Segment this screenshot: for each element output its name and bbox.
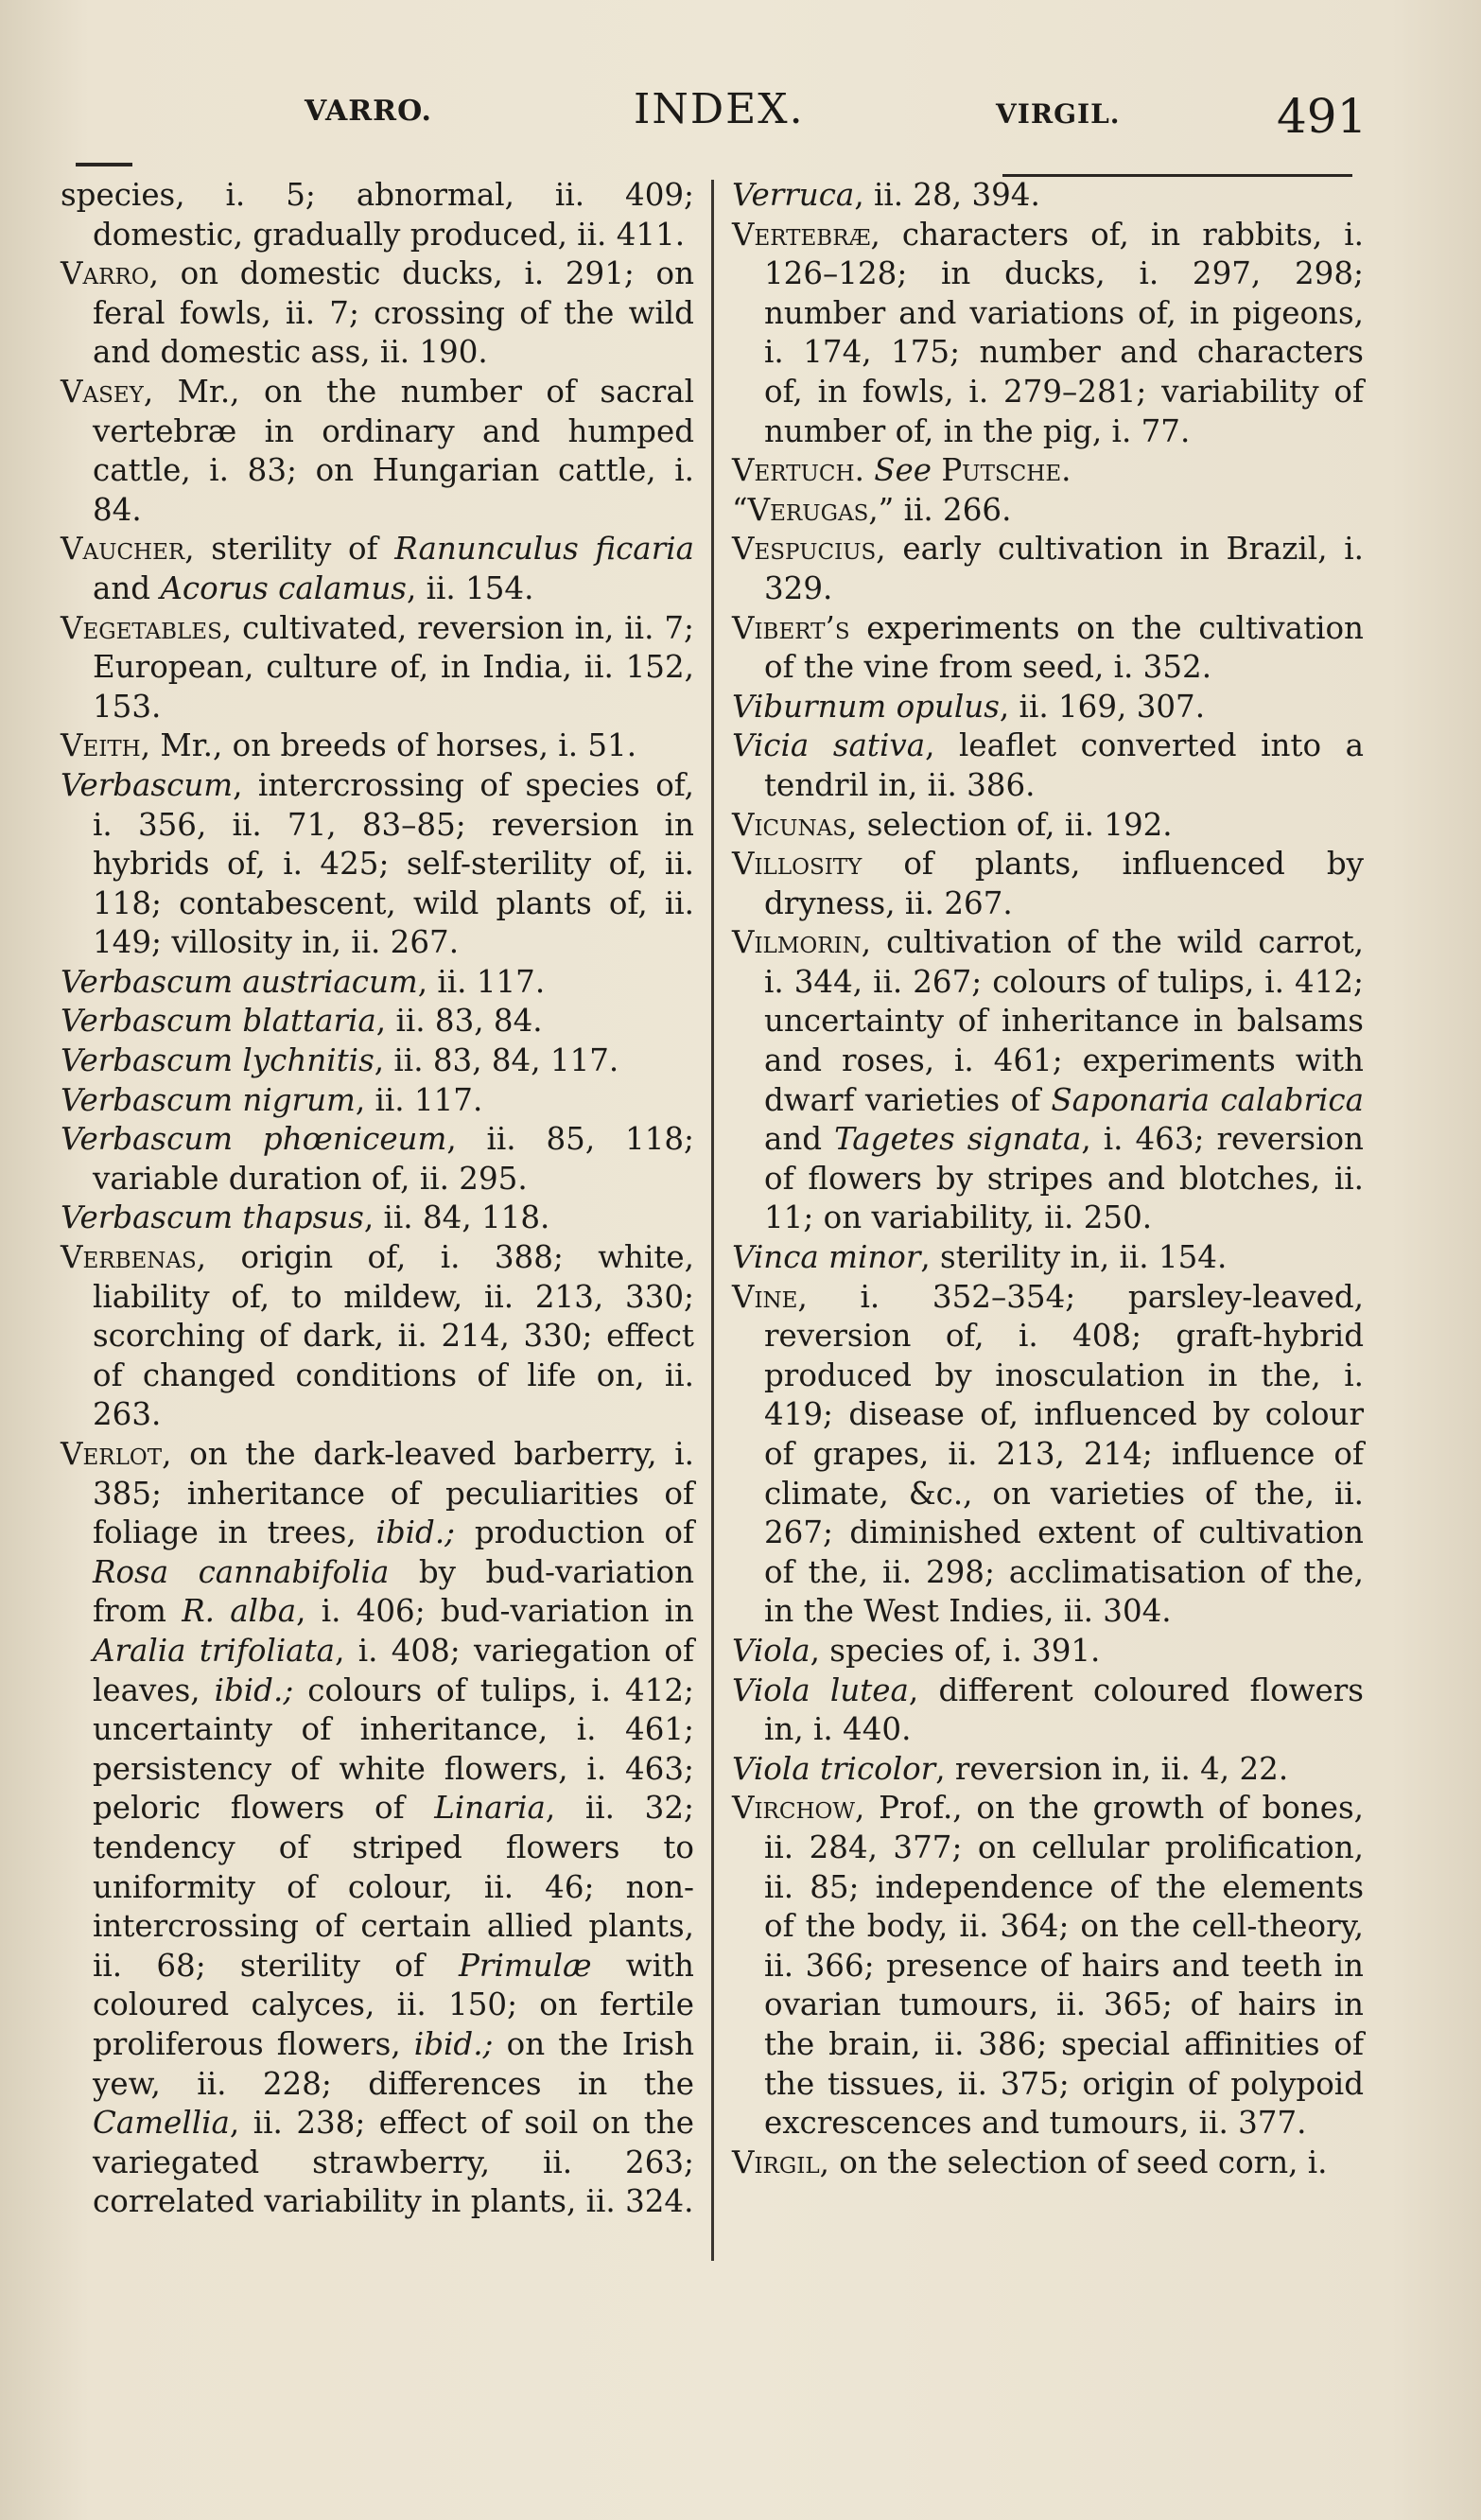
index-entry [732, 923, 1364, 1238]
index-entry [732, 1671, 1364, 1750]
index-entry [732, 688, 1364, 727]
entry-text: Verbascum [61, 766, 234, 803]
index-entry [732, 451, 1364, 491]
entry-text: experiments on the cultivation of the vine from seed, i. 352. [764, 609, 1364, 686]
entry-text: , on the selection of seed corn, i. [819, 2144, 1328, 2180]
entry-headword: Varro [61, 255, 149, 292]
entry-headword: Vibert’s [732, 609, 850, 646]
index-entry [61, 1041, 694, 1081]
entry-headword: Vaucher [61, 531, 185, 568]
entry-text: by bud-variation from [93, 1553, 694, 1630]
entry-headword: Vertuch [732, 452, 855, 489]
entry-text: Aralia trifoliata [93, 1632, 336, 1669]
entry-text: Verruca [732, 177, 855, 213]
entry-text: , selection of, ii. 192. [847, 806, 1173, 843]
entry-text: , early cultivation in Brazil, i. 329. [764, 531, 1364, 606]
index-entry [61, 176, 694, 254]
entry-text: colours of tulips, i. 412; uncertainty of inheritance, i. 461; persistency of white flowers, i. 463; peloric flowers of [93, 1671, 694, 1827]
entry-text: , intercrossing of species of, i. 356, ii. 71, 83–85; reversion in hybrids of, i. 425; self-sterility of, ii. 118; contabescent, wild plants of, ii. 149; villosity in, ii. 267. [93, 766, 694, 961]
entry-text: , different coloured flowers in, i. 440. [764, 1671, 1364, 1748]
entry-text: , ii. 238; effect of soil on the variegated strawberry, ii. 263; correlated variability in plants, ii. 324. [93, 2105, 694, 2220]
index-entry [61, 373, 694, 530]
column-divider [711, 180, 714, 2261]
entry-text: on the Irish yew, ii. 228; differences in the [93, 2025, 694, 2102]
index-column-left [61, 176, 694, 2222]
entry-text: , Mr., on the number of sacral vertebræ in ordinary and humped cattle, i. 83; on Hungarian cattle, i. 84. [93, 373, 694, 528]
entry-text: Verbascum lychnitis [61, 1042, 375, 1079]
entry-text: ibid.; [413, 2025, 494, 2062]
header-last-entry: VIRGIL. [996, 98, 1121, 130]
index-entry [61, 1081, 694, 1121]
page-number: 491 [1277, 89, 1368, 144]
entry-text: , cultivated, reversion in, ii. 7; European, culture of, in India, ii. 152, 153. [93, 609, 694, 725]
entry-text: of plants, influenced by dryness, ii. 267. [764, 846, 1364, 921]
entry-text: Verbascum nigrum [61, 1081, 356, 1118]
index-entry [732, 176, 1364, 216]
entry-text: production of [455, 1514, 694, 1551]
entry-text: with coloured calyces, ii. 150; on fertile proliferous flowers, [93, 1947, 694, 2062]
entry-text: See [874, 452, 932, 489]
entry-text: , species of, i. 391. [810, 1632, 1101, 1669]
index-entry [61, 726, 694, 766]
entry-headword: Vicunas [732, 806, 848, 843]
entry-headword: Vasey [61, 373, 144, 410]
entry-text: , i. 352–354; parsley-leaved, reversion of, i. 408; graft-hybrid produced by inosculation in the, i. 419; disease of, influenced by colour of grapes, ii. 213, 214; influence of climate, &c., on varieties of the, ii. 267; diminished extent of cultivation of the, ii. 298; acclimatisation of the, in the West Indies, ii. 304. [764, 1278, 1364, 1630]
entry-text [932, 452, 941, 488]
entry-text: Viola lutea [732, 1671, 909, 1708]
entry-text: Verbascum thapsus [61, 1199, 364, 1236]
index-entry [732, 1789, 1364, 2143]
entry-text: Verbascum phœniceum [61, 1121, 447, 1158]
index-entry [732, 2144, 1364, 2183]
entry-text: “ [732, 491, 748, 528]
index-column-right [732, 176, 1364, 2182]
entry-headword: Vilmorin [732, 924, 862, 961]
index-entry [732, 1278, 1364, 1632]
index-entry [61, 254, 694, 373]
entry-text: , ii. 85, 118; variable duration of, ii. 295. [93, 1121, 694, 1197]
entry-text: Primulæ [459, 1947, 592, 1984]
entry-text: . [1061, 452, 1072, 489]
index-entry [61, 1435, 694, 2222]
entry-text: and [764, 1121, 835, 1158]
index-entry [61, 1002, 694, 1041]
entry-text: , Mr., on breeds of horses, i. 51. [140, 727, 637, 764]
entry-text: , cultivation of the wild carrot, i. 344, ii. 267; colours of tulips, i. 412; uncertainty of inheritance in balsams and roses, i. 461; experiments with dwarf varieties of [764, 924, 1364, 1118]
entry-text: ,” ii. 266. [868, 491, 1012, 528]
entry-text: , sterility of [184, 531, 395, 568]
entry-text: , ii. 32; tendency of striped flowers to uniformity of colour, ii. 46; non-intercrossing of certain allied plants, ii. 68; sterility of [93, 1790, 694, 1984]
entry-text: , sterility in, ii. 154. [920, 1239, 1228, 1276]
index-entry [61, 609, 694, 727]
entry-text: Ranunculus ficaria [394, 531, 694, 568]
entry-text: species, i. 5; abnormal, ii. 409; domestic, gradually produced, ii. 411. [61, 177, 694, 253]
entry-text: ibid.; [375, 1514, 456, 1551]
index-entry [61, 530, 694, 608]
entry-text: , i. 463; reversion of flowers by stripes and blotches, ii. 11; on variability, ii. 250. [764, 1121, 1364, 1236]
entry-text: R. alba [182, 1593, 297, 1630]
entry-headword: Verlot [61, 1436, 163, 1472]
header-first-entry: VARRO. [305, 95, 432, 128]
entry-text: , characters of, in rabbits, i. 126–128; in ducks, i. 297, 298; number and variations of, in pigeons, i. 174, 175; number and characters of, in fowls, i. 279–281; variability of number of, in the pig, i. 77. [764, 216, 1364, 449]
index-entry [732, 530, 1364, 608]
entry-text: Rosa cannabifolia [93, 1553, 390, 1590]
entry-text: Viburnum opulus [732, 688, 1000, 725]
entry-text: Putsche [941, 452, 1062, 489]
entry-text: , ii. 117. [355, 1081, 483, 1118]
entry-headword: Vine [732, 1278, 798, 1315]
entry-text: Verbascum austriacum [61, 963, 418, 1000]
entry-text: , reversion in, ii. 4, 22. [935, 1750, 1289, 1787]
index-entry [61, 1199, 694, 1238]
index-entry [732, 806, 1364, 846]
entry-text: , leaflet converted into a tendril in, ii. 386. [764, 727, 1365, 803]
entry-text: , ii. 117. [417, 963, 546, 1000]
entry-text: , ii. 83, 84, 117. [374, 1042, 619, 1079]
entry-text: Vicia sativa [732, 727, 926, 764]
entry-headword: Verbenas [61, 1239, 197, 1276]
entry-text: . [854, 452, 875, 489]
entry-text: Tagetes signata [834, 1121, 1082, 1158]
entry-text: Vinca minor [732, 1239, 921, 1276]
entry-text: , i. 406; bud-variation in [296, 1593, 694, 1630]
index-entry [61, 1120, 694, 1199]
entry-text: , ii. 84, 118. [363, 1199, 550, 1236]
entry-text: , ii. 83, 84. [375, 1003, 543, 1040]
entry-headword: Villosity [732, 846, 862, 883]
header-title: INDEX. [634, 85, 805, 133]
entry-text: , i. 408; variegation of leaves, [93, 1632, 694, 1708]
entry-text: and [93, 569, 161, 606]
running-header [0, 85, 1481, 151]
entry-text: , on the dark-leaved barberry, i. 385; inheritance of peculiarities of foliage in trees, [93, 1436, 694, 1551]
index-entry [732, 1238, 1364, 1278]
index-entry [732, 1750, 1364, 1790]
entry-text: Viola tricolor [732, 1750, 936, 1787]
entry-headword: Virchow [732, 1790, 856, 1827]
entry-headword: Veith [61, 727, 141, 764]
entry-text: , ii. 28, 394. [854, 177, 1040, 213]
index-entry [732, 726, 1364, 805]
entry-text: Verugas [747, 491, 869, 528]
index-entry [61, 963, 694, 1003]
entry-text: Camellia [93, 2105, 230, 2142]
index-entry [732, 845, 1364, 923]
entry-text: Verbascum blattaria [61, 1003, 376, 1040]
entry-headword: Vespucius [732, 531, 877, 568]
index-entry [732, 609, 1364, 688]
index-entry [61, 1238, 694, 1435]
entry-text: , Prof., on the growth of bones, ii. 284, 377; on cellular prolification, ii. 85; independence of the elements of the body, ii. 364; on the cell-theory, ii. 366; presence of hairs and teeth in ovarian tumours, ii. 365; of hairs in the brain, ii. 386; special affinities of the tissues, ii. 375; origin of polypoid excrescences and tumours, ii. 377. [764, 1790, 1364, 2142]
entry-text: Linaria [434, 1790, 546, 1827]
index-entry [732, 491, 1364, 531]
entry-headword: Vegetables [61, 609, 222, 646]
index-entry [732, 1632, 1364, 1671]
entry-text: ibid.; [214, 1671, 294, 1708]
header-rule-left [76, 163, 132, 166]
entry-text: , ii. 154. [406, 569, 534, 606]
entry-text: , ii. 169, 307. [999, 688, 1206, 725]
entry-text: Viola [732, 1632, 810, 1669]
index-entry [61, 766, 694, 963]
entry-headword: Virgil [732, 2144, 820, 2180]
entry-text: , on domestic ducks, i. 291; on feral fowls, ii. 7; crossing of the wild and domestic ass, ii. 190. [93, 255, 694, 371]
entry-headword: Vertebræ [732, 216, 871, 253]
entry-text: , origin of, i. 388; white, liability of, to mildew, ii. 213, 330; scorching of dark, ii. 214, 330; effect of changed conditions of life on, ii. 263. [93, 1239, 694, 1433]
entry-text: Saponaria calabrica [1051, 1081, 1364, 1118]
entry-text: Acorus calamus [160, 569, 407, 606]
index-entry [732, 216, 1364, 452]
